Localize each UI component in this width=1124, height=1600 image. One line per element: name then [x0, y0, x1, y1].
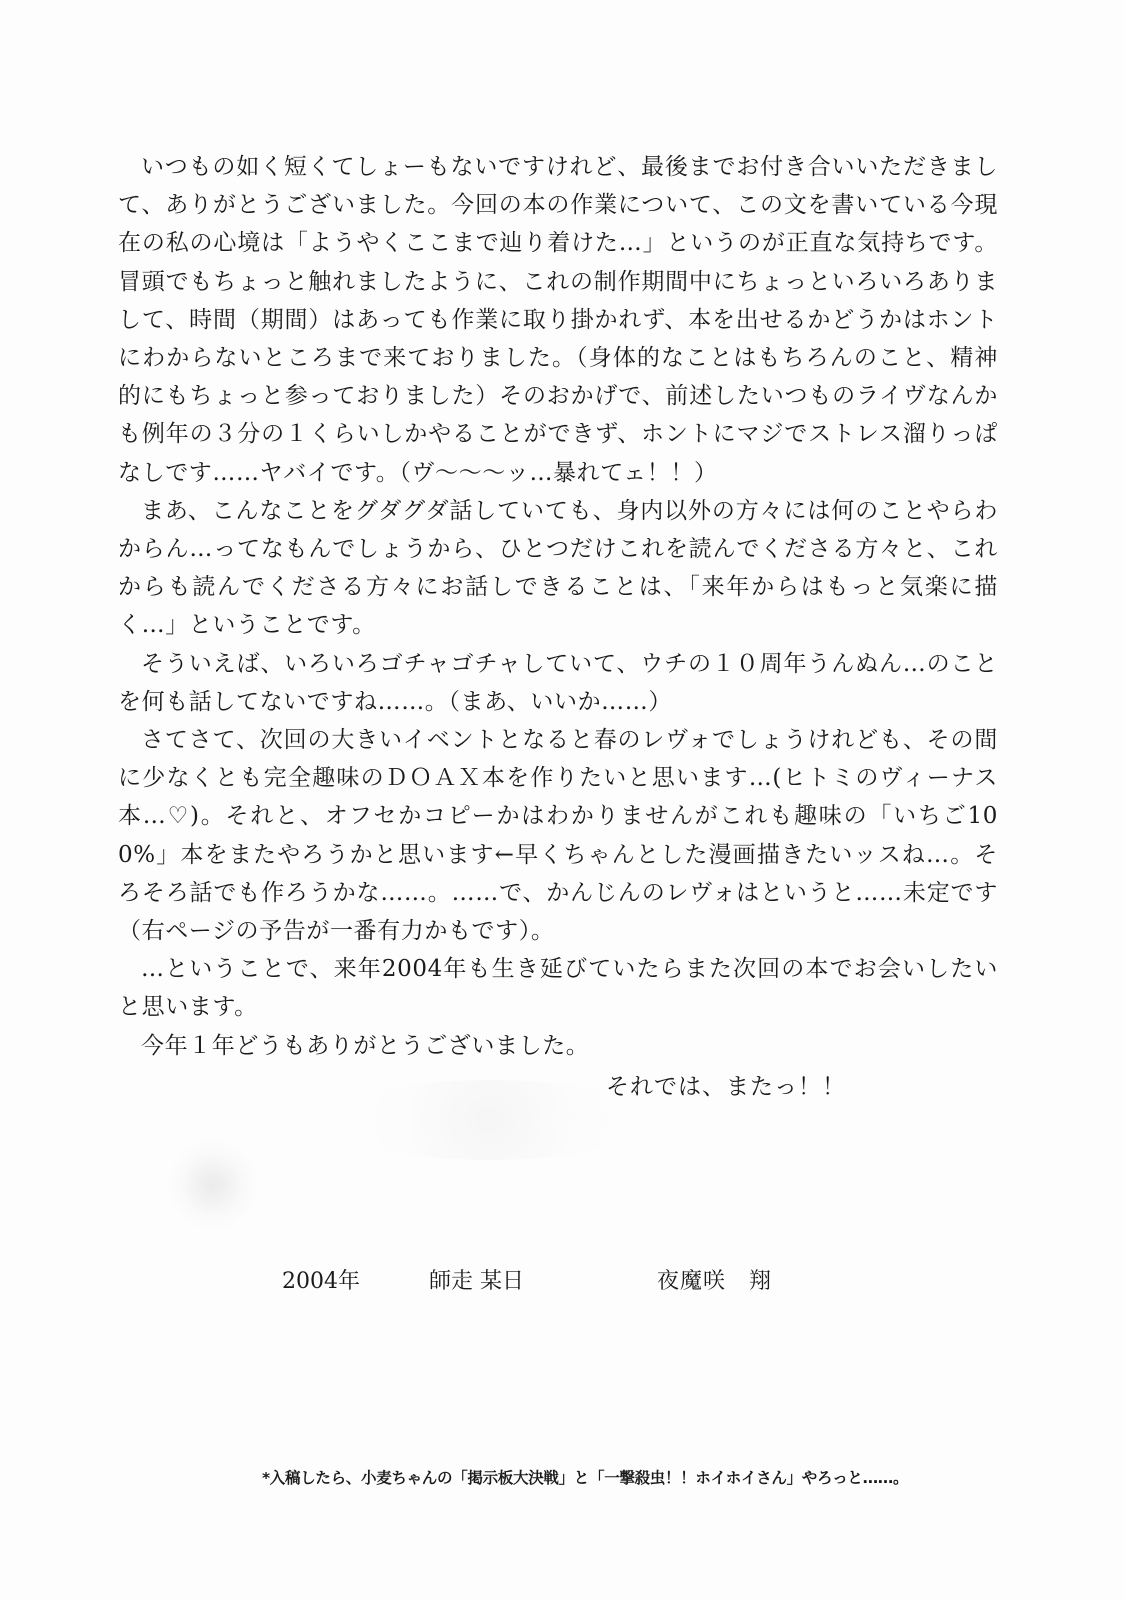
afterword-paragraph: さてさて、次回の大きいイベントとなると春のレヴォでしょうけれども、その間に少なくとも完全趣味のＤＯＡＸ本を作りたいと思います…(ヒトミのヴィーナス本…♡)。それと、オフセかコピーかはわかりませんがこれも趣味の「いちご100%」本をまたやろうかと思います←早くちゃんとした漫画描きたいッスね…。そろそろ話でも作ろうかな……。……で、かんじんのレヴォはというと……未定です（右ページの予告が一番有力かもです）。 — [118, 727, 998, 945]
afterword-paragraph: …ということで、来年2004年も生き延びていたらまた次回の本でお会いしたいと思います。 — [118, 956, 998, 1021]
signature-line — [0, 1264, 1124, 1300]
paper-smudge — [168, 1140, 258, 1230]
closing-line: それでは、またっ！！ — [606, 1074, 846, 1100]
signature-author: 夜魔咲 翔 — [657, 1269, 773, 1294]
afterword-paragraph: 今年１年どうもありがとうございました。 — [141, 1032, 590, 1059]
footnote: *入稿したら、小麦ちゃんの「掲示板大決戦」と「一撃殺虫！！ホイホイさん」やろっと……。 — [262, 1469, 909, 1487]
paper-smudge — [330, 1080, 650, 1160]
afterword-paragraph: そういえば、いろいろゴチャゴチャしていて、ウチの１０周年うんぬん…のことを何も話してないですね……。（まあ、いいか……） — [118, 650, 998, 715]
afterword-body — [118, 148, 998, 1065]
signature-date: 師走 某日 — [429, 1269, 524, 1294]
afterword-paragraph: まあ、こんなことをグダグダ話していても、身内以外の方々には何のことやらわからん…ってなもんでしょうから、ひとつだけこれを読んでくださる方々と、これからも読んでくださる方々にお話しできることは、「来年からはもっと気楽に描く…」ということです。 — [118, 497, 998, 639]
afterword-paragraph: いつもの如く短くてしょーもないですけれど、最後までお付き合いいただきまして、ありがとうございました。今回の本の作業について、この文を書いている今現在の私の心境は「ようやくここまで辿り着けた…」というのが正直な気持ちです。冒頭でもちょっと触れましたように、これの制作期間中にちょっといろいろありまして、時間（期間）はあっても作業に取り掛かれず、本を出せるかどうかはホントにわからないところまで来ておりました。（身体的なことはもちろんのこと、精神的にもちょっと参っておりました）そのおかげで、前述したいつものライヴなんかも例年の３分の１くらいしかやることができず、ホントにマジでストレス溜りっぱなしです……ヤバイです。（ヴ～～～ッ…暴れてェ！！） — [118, 154, 998, 486]
signature-year: 2004年 — [282, 1269, 360, 1294]
